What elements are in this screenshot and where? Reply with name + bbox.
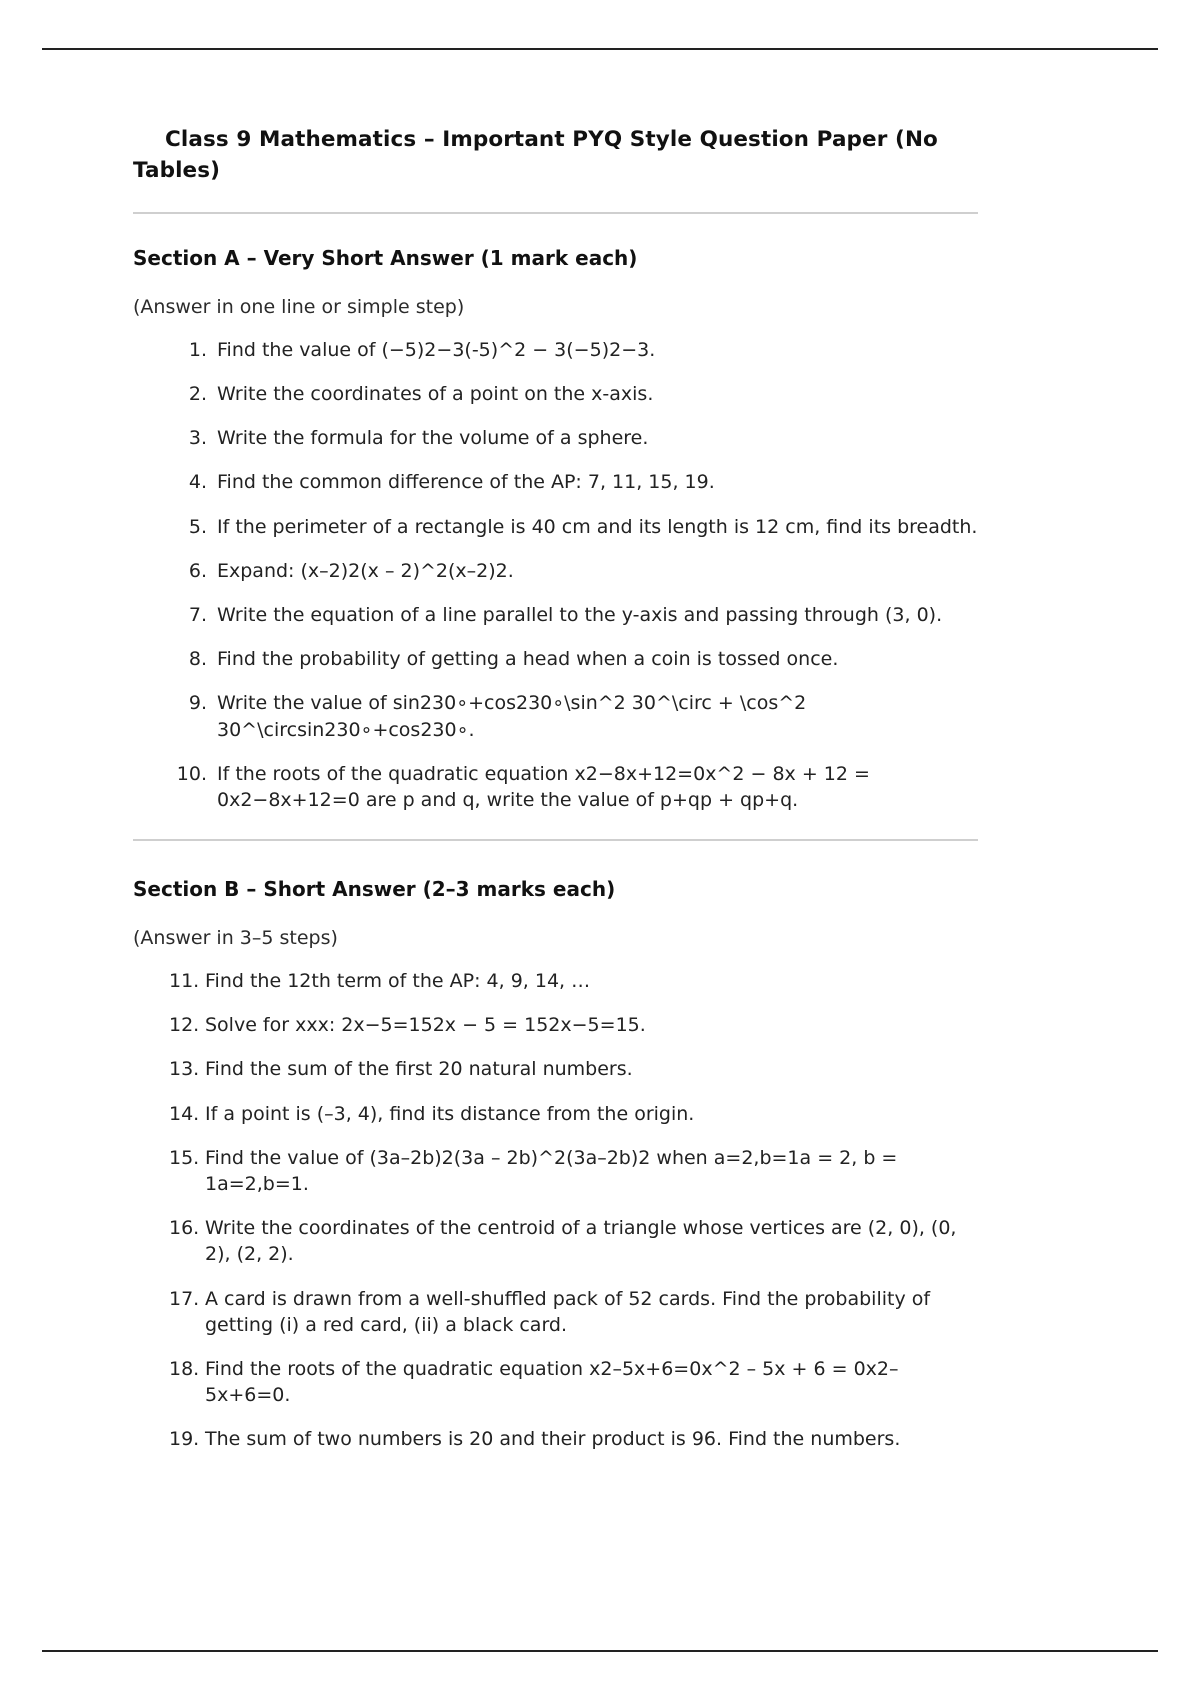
page-title: Class 9 Mathematics – Important PYQ Style Question Paper (No Tables) bbox=[133, 127, 938, 183]
list-item bbox=[133, 602, 978, 628]
page-bottom-rule bbox=[42, 1650, 1158, 1652]
question-text: Expand: (x–2)2(x – 2)^2(x–2)2. bbox=[217, 559, 514, 582]
page-top-rule bbox=[42, 48, 1158, 50]
section-b bbox=[133, 875, 978, 1452]
list-item bbox=[133, 1101, 978, 1127]
list-item bbox=[133, 1056, 978, 1082]
question-number: 7. bbox=[188, 603, 207, 626]
question-text: Write the equation of a line parallel to the y-axis and passing through (3, 0). bbox=[217, 603, 943, 626]
list-item bbox=[133, 761, 978, 813]
question-number: 17. bbox=[169, 1287, 200, 1310]
section-a-note: (Answer in one line or simple step) bbox=[133, 296, 465, 319]
list-item bbox=[133, 514, 978, 540]
list-item bbox=[133, 425, 978, 451]
question-text: Find the 12th term of the AP: 4, 9, 14, … bbox=[205, 969, 591, 992]
question-number: 3. bbox=[188, 427, 207, 450]
question-number: 1. bbox=[188, 338, 207, 361]
question-number: 12. bbox=[169, 1014, 200, 1037]
list-item bbox=[133, 1286, 978, 1338]
title-divider bbox=[133, 212, 978, 214]
question-number: 6. bbox=[188, 559, 207, 582]
question-text: If the perimeter of a rectangle is 40 cm and its length is 12 cm, find its breadth. bbox=[217, 515, 978, 538]
question-text: Find the value of (3a–2b)2(3a – 2b)^2(3a–2b)2 when a=2,b=1a = 2, b = 1a=2,b=1. bbox=[205, 1146, 898, 1195]
list-item bbox=[133, 1012, 978, 1038]
question-number: 15. bbox=[169, 1146, 200, 1169]
list-item bbox=[133, 381, 978, 407]
question-number: 5. bbox=[188, 515, 207, 538]
question-text: Find the roots of the quadratic equation x2–5x+6=0x^2 – 5x + 6 = 0x2–5x+6=0. bbox=[205, 1358, 899, 1407]
question-text: The sum of two numbers is 20 and their product is 96. Find the numbers. bbox=[205, 1428, 901, 1451]
question-text: Write the value of sin230∘+cos230∘\sin^2 30^\circ + \cos^2 30^\circsin230∘+cos230∘. bbox=[217, 692, 807, 741]
question-number: 14. bbox=[169, 1102, 200, 1125]
list-item bbox=[133, 1426, 978, 1452]
list-item bbox=[133, 646, 978, 672]
list-item bbox=[133, 558, 978, 584]
question-number: 18. bbox=[169, 1358, 200, 1381]
list-item bbox=[133, 1145, 978, 1197]
section-b-question-list bbox=[133, 968, 978, 1453]
list-item bbox=[133, 968, 978, 994]
question-text: Solve for xxx: 2x−5=152x − 5 = 152x−5=15. bbox=[205, 1014, 646, 1037]
section-a-question-list bbox=[133, 337, 978, 814]
question-number: 11. bbox=[169, 969, 200, 992]
section-b-note: (Answer in 3–5 steps) bbox=[133, 927, 338, 950]
question-text: If the roots of the quadratic equation x2−8x+12=0x^2 − 8x + 12 = 0x2−8x+12=0 are p and q, write the value of p+qp + qp+q. bbox=[217, 762, 870, 812]
question-text: Find the common difference of the AP: 7, 11, 15, 19. bbox=[217, 471, 715, 494]
question-text: Find the sum of the first 20 natural numbers. bbox=[205, 1058, 633, 1081]
question-number: 8. bbox=[188, 648, 207, 671]
section-divider bbox=[133, 839, 978, 841]
question-number: 16. bbox=[169, 1217, 200, 1240]
list-item bbox=[133, 469, 978, 495]
section-a bbox=[133, 244, 978, 813]
section-a-heading: Section A – Very Short Answer (1 mark each) bbox=[133, 246, 638, 271]
list-item bbox=[133, 1215, 978, 1267]
question-number: 2. bbox=[188, 382, 207, 405]
question-number: 13. bbox=[169, 1058, 200, 1081]
question-text: A card is drawn from a well-shuffled pack of 52 cards. Find the probability of getting (i) a red card, (ii) a black card. bbox=[205, 1287, 931, 1336]
question-text: Find the probability of getting a head when a coin is tossed once. bbox=[217, 648, 839, 671]
question-text: If a point is (–3, 4), find its distance from the origin. bbox=[205, 1102, 695, 1125]
question-number: 9. bbox=[188, 692, 207, 715]
list-item bbox=[133, 1356, 978, 1408]
list-item bbox=[133, 337, 978, 363]
question-number: 10. bbox=[176, 762, 207, 785]
question-text: Find the value of (−5)2−3(-5)^2 − 3(−5)2−3. bbox=[217, 338, 656, 361]
list-item bbox=[133, 690, 978, 742]
question-text: Write the formula for the volume of a sphere. bbox=[217, 427, 649, 450]
question-text: Write the coordinates of a point on the x-axis. bbox=[217, 382, 654, 405]
question-number: 19. bbox=[169, 1428, 200, 1451]
question-number: 4. bbox=[188, 471, 207, 494]
question-text: Write the coordinates of the centroid of a triangle whose vertices are (2, 0), (0, 2), (2, 2). bbox=[205, 1217, 957, 1266]
document-content bbox=[133, 125, 978, 1453]
section-b-heading: Section B – Short Answer (2–3 marks each) bbox=[133, 877, 616, 902]
